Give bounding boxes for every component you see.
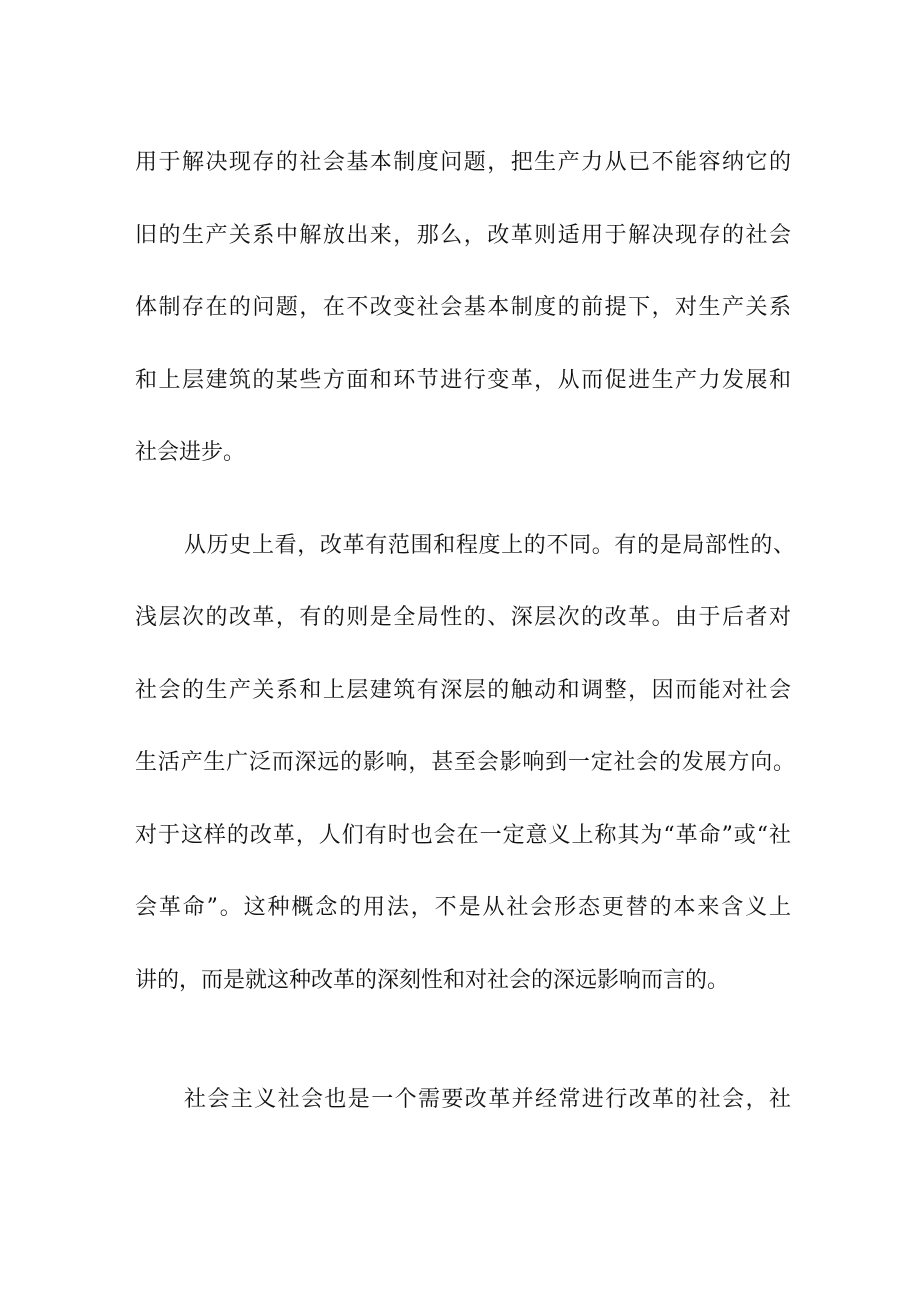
text-line: 对于这样的改革，人们有时也会在一定意义上称其为“革命”或“社 [135,823,791,848]
text-line: 旧的生产关系中解放出来，那么，改革则适用于解决现存的社会 [135,223,791,248]
text-line: 社会的生产关系和上层建筑有深层的触动和调整，因而能对社会 [135,678,791,703]
text-line: 会革命”。这种概念的用法，不是从社会形态更替的本来含义上 [135,895,791,920]
text-line: 社会主义社会也是一个需要改革并经常进行改革的社会，社 [184,1087,791,1112]
text-line: 社会进步。 [135,440,246,465]
text-line: 浅层次的改革，有的则是全局性的、深层次的改革。由于后者对 [135,605,791,630]
text-line: 生活产生广泛而深远的影响，甚至会影响到一定社会的发展方向。 [135,750,795,775]
text-line: 从历史上看，改革有范围和程度上的不同。有的是局部性的、 [184,533,795,558]
text-line: 体制存在的问题，在不改变社会基本制度的前提下，对生产关系 [135,295,791,320]
text-line: 和上层建筑的某些方面和环节进行变革，从而促进生产力发展和 [135,368,791,393]
text-line: 用于解决现存的社会基本制度问题，把生产力从已不能容纳它的 [135,150,791,175]
text-line: 讲的，而是就这种改革的深刻性和对社会的深远影响而言的。 [135,968,730,993]
